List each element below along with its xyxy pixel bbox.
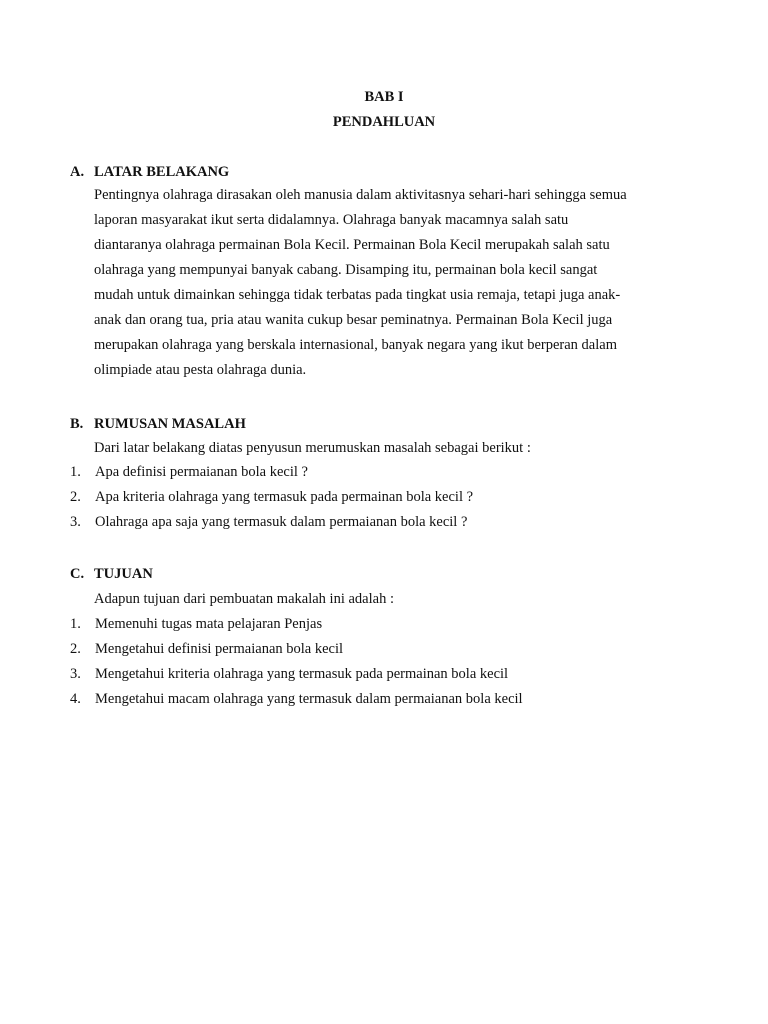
paragraph-line: diantaranya olahraga permainan Bola Kecil. Permainan Bola Kecil merupakah salah satu bbox=[94, 237, 610, 253]
list-item-number: 3. bbox=[70, 514, 81, 530]
list-item bbox=[70, 612, 523, 637]
paragraph-line: olimpiade atau pesta olahraga dunia. bbox=[94, 362, 307, 378]
list-item-text: Mengetahui kriteria olahraga yang termasuk pada permainan bola kecil bbox=[95, 666, 509, 682]
list-item-text: Mengetahui definisi permaianan bola kecil bbox=[95, 641, 344, 657]
section-c-title: TUJUAN bbox=[94, 566, 153, 582]
section-b-heading bbox=[70, 416, 246, 433]
section-b-letter: B. bbox=[70, 416, 84, 432]
paragraph-line: mudah untuk dimainkan sehingga tidak terbatas pada tingkat usia remaja, tetapi juga anak- bbox=[94, 287, 621, 303]
section-c-letter: C. bbox=[70, 566, 85, 582]
list-item-text: Apa kriteria olahraga yang termasuk pada permainan bola kecil ? bbox=[95, 489, 474, 505]
list-item-text: Mengetahui macam olahraga yang termasuk dalam permaianan bola kecil bbox=[95, 691, 523, 707]
paragraph-line: olahraga yang mempunyai banyak cabang. Disamping itu, permainan bola kecil sangat bbox=[94, 262, 598, 278]
paragraph-line: laporan masyarakat ikut serta didalamnya. Olahraga banyak macamnya salah satu bbox=[94, 212, 569, 228]
list-item bbox=[70, 687, 523, 712]
section-c-intro: Adapun tujuan dari pembuatan makalah ini adalah : bbox=[94, 591, 394, 607]
chapter-title: PENDAHLUAN bbox=[332, 114, 436, 130]
section-b-intro: Dari latar belakang diatas penyusun merumuskan masalah sebagai berikut : bbox=[94, 440, 531, 456]
chapter-label: BAB I bbox=[364, 89, 404, 105]
list-item bbox=[70, 460, 473, 485]
list-item bbox=[70, 637, 523, 662]
list-item bbox=[70, 662, 523, 687]
list-item-text: Apa definisi permaianan bola kecil ? bbox=[95, 464, 308, 480]
list-item-number: 1. bbox=[70, 464, 81, 480]
list-item-number: 2. bbox=[70, 641, 81, 657]
section-a-title: LATAR BELAKANG bbox=[94, 164, 230, 180]
section-c-heading bbox=[70, 566, 153, 583]
list-item-number: 2. bbox=[70, 489, 81, 505]
list-item bbox=[70, 485, 473, 510]
list-item-text: Olahraga apa saja yang termasuk dalam permaianan bola kecil ? bbox=[95, 514, 468, 530]
section-a-letter: A. bbox=[70, 164, 85, 180]
paragraph-line: merupakan olahraga yang berskala internasional, banyak negara yang ikut berperan dalam bbox=[94, 337, 617, 353]
list-item-number: 4. bbox=[70, 691, 81, 707]
section-b-title: RUMUSAN MASALAH bbox=[94, 416, 246, 432]
list-item-number: 3. bbox=[70, 666, 81, 682]
section-a-heading bbox=[70, 164, 229, 181]
section-a-paragraph bbox=[94, 183, 674, 383]
paragraph-line: Pentingnya olahraga dirasakan oleh manusia dalam aktivitasnya sehari-hari sehingga semua bbox=[94, 187, 627, 203]
section-b-list bbox=[70, 460, 473, 535]
paragraph-line: anak dan orang tua, pria atau wanita cukup besar peminatnya. Permainan Bola Kecil juga bbox=[94, 312, 613, 328]
section-c-list bbox=[70, 612, 523, 712]
list-item-number: 1. bbox=[70, 616, 81, 632]
list-item-text: Memenuhi tugas mata pelajaran Penjas bbox=[95, 616, 323, 632]
list-item bbox=[70, 510, 473, 535]
